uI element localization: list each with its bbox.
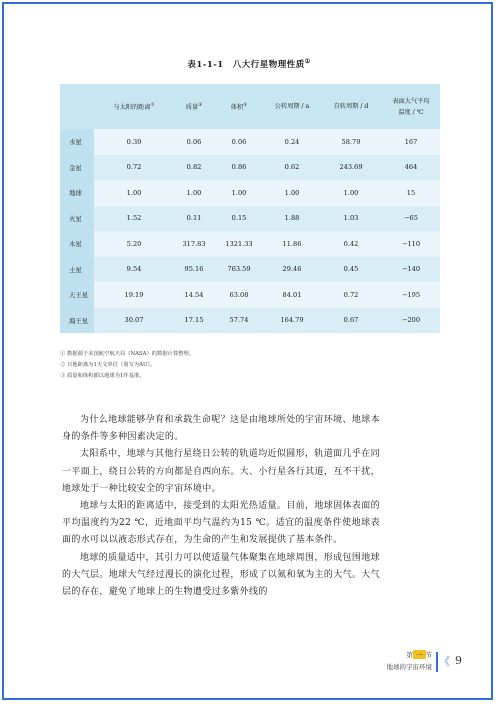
header-mass: 质量③ [174, 84, 214, 129]
table-cell: 0.42 [320, 231, 382, 257]
table-cell: 11.86 [264, 231, 320, 257]
table-cell: 0.45 [320, 257, 382, 283]
table-cell: 0.86 [214, 155, 264, 181]
page-number: 9 [455, 654, 462, 667]
table-row [60, 206, 440, 232]
table-cell: 0.39 [94, 129, 174, 155]
table-cell: 1.88 [264, 206, 320, 232]
table-cell: 0.72 [94, 155, 174, 181]
table-cell: 1.00 [174, 180, 214, 206]
table-cell: 19.19 [94, 282, 174, 308]
table-cell: 0.62 [264, 155, 320, 181]
table-header-row [60, 84, 440, 129]
section-title: 地球的宇宙环境 [386, 663, 432, 671]
table-cell: 84.01 [264, 282, 320, 308]
table-row [60, 257, 440, 283]
planet-properties-table [60, 84, 440, 333]
table-cell: 464 [382, 155, 440, 181]
table-cell: 17.15 [174, 308, 214, 334]
table-cell: 0.15 [214, 206, 264, 232]
table-cell: 763.59 [214, 257, 264, 283]
table-row [60, 155, 440, 181]
table-row [60, 282, 440, 308]
table-cell: 167 [382, 129, 440, 155]
row-label: 金星 [60, 155, 94, 181]
row-label: 火星 [60, 206, 94, 232]
double-chevron-left-icon: 《 [439, 655, 450, 668]
table-cell: −110 [382, 231, 440, 257]
section-number-badge: 一 [413, 650, 426, 659]
header-corner [60, 84, 94, 129]
table-cell: 58.79 [320, 129, 382, 155]
section-label: 第 一 节 [406, 651, 432, 659]
header-rotation-period: 自转周期 / d [320, 84, 382, 129]
paragraph: 地球的质量适中，其引力可以使适量气体聚集在地球周围，形成包围地球的大气层。地球大气经过漫长的演化过程，形成了以氮和氧为主的大气。大气层的存在，避免了地球上的生物遭受过多紫外线的 [62, 552, 380, 598]
paragraph: 太阳系中，地球与其他行星绕日公转的轨道均近似圆形，轨道面几乎在同一平面上，绕日公转的方向都是自西向东。大、小行星各行其道，互不干扰，地球处于一种比较安全的宇宙环境中。 [62, 449, 380, 494]
paragraph: 为什么地球能够孕育和承载生命呢？这是由地球所处的宇宙环境、地球本身的条件等多种因素决定的。 [62, 415, 380, 443]
table-title: 表1-1-1 八大行星物理性质① [187, 58, 311, 70]
table-row [60, 129, 440, 155]
table-cell: 63.08 [214, 282, 264, 308]
table-cell: 317.83 [174, 231, 214, 257]
table-cell: 9.54 [94, 257, 174, 283]
table-cell: 95.16 [174, 257, 214, 283]
table-cell: −200 [382, 308, 440, 334]
table-cell: 1.00 [94, 180, 174, 206]
header-surface-temp: 表面大气平均 温度 / ℃ [382, 84, 440, 129]
table-cell: 1321.33 [214, 231, 264, 257]
table-row [60, 231, 440, 257]
body-text [62, 412, 380, 601]
table-cell: 243.69 [320, 155, 382, 181]
table-cell: 0.67 [320, 308, 382, 334]
table-cell: 5.20 [94, 231, 174, 257]
row-label: 海王星 [60, 308, 94, 334]
table-row [60, 308, 440, 334]
paragraph: 地球与太阳的距离适中，接受到的太阳光热适量。目前，地球固体表面的平均温度约为22 ℃，近地面平均气温约为15 ℃。适宜的温度条件使地球表面的水可以以液态形式存在，为生命的产生和发展提供了基本条件。 [62, 501, 380, 546]
table-row [60, 180, 440, 206]
table-cell: 29.46 [264, 257, 320, 283]
table-cell: 1.00 [264, 180, 320, 206]
table-cell: −140 [382, 257, 440, 283]
table-cell: 1.00 [214, 180, 264, 206]
table-cell: 1.00 [320, 180, 382, 206]
table-cell: −195 [382, 282, 440, 308]
row-label: 水星 [60, 129, 94, 155]
table-cell: 1.52 [94, 206, 174, 232]
table-cell: 0.82 [174, 155, 214, 181]
footnote: ② 日地距离为1天文单位（简写为AU）。 [60, 362, 156, 368]
table-cell: 14.54 [174, 282, 214, 308]
table-cell: 1.03 [320, 206, 382, 232]
header-volume: 体积③ [214, 84, 264, 129]
header-distance: 与太阳的距离② [94, 84, 174, 129]
table-cell: 57.74 [214, 308, 264, 334]
row-label: 地球 [60, 180, 94, 206]
row-label: 土星 [60, 257, 94, 283]
footnote: ③ 质量和体积都以地球为1作基准。 [60, 373, 145, 379]
table-footnotes [60, 349, 194, 382]
table-cell: 15 [382, 180, 440, 206]
table-cell: 0.24 [264, 129, 320, 155]
table-cell: 0.06 [174, 129, 214, 155]
table-cell: 0.11 [174, 206, 214, 232]
header-orbital-period: 公转周期 / a [264, 84, 320, 129]
table-cell: 164.79 [264, 308, 320, 334]
table-cell: −65 [382, 206, 440, 232]
table-cell: 30.07 [94, 308, 174, 334]
footer-divider [436, 652, 438, 672]
row-label: 木星 [60, 231, 94, 257]
table-cell: 0.06 [214, 129, 264, 155]
row-label: 天王星 [60, 282, 94, 308]
page-footer [382, 650, 472, 676]
table-cell: 0.72 [320, 282, 382, 308]
footnote: ① 数据源于美国航空航天局（NASA）的数据计算整理。 [60, 351, 195, 357]
